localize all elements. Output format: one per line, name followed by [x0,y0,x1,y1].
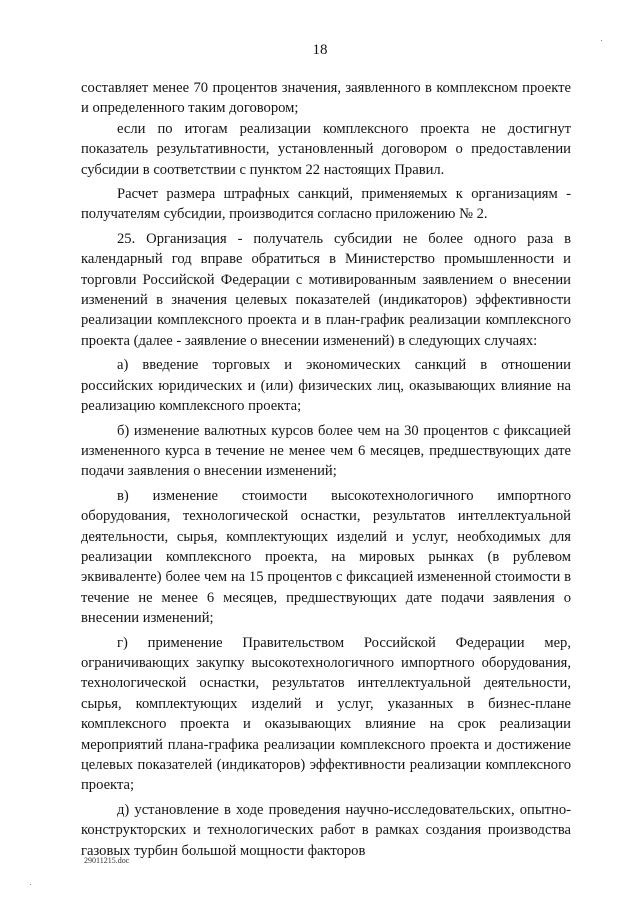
paragraph-penalty-calculation: Расчет размера штрафных санкций, применяемых к организациям - получателям субсидии, производится согласно приложению № 2. [81,186,571,223]
paragraph-continuation: составляет менее 70 процентов значения, заявленного в комплексном проекте и определенного таким договором; [81,80,571,117]
paragraph-item-g: г) применение Правительством Российской Федерации мер, ограничивающих закупку высокотехнологичного импортного оборудования, технологической оснастки, результатов интеллектуальной деятельности, сырья, комплектующих изделий и услуг, указанных в бизнес-плане комплексного проекта и оказывающих влияние на срок реализации мероприятий плана-графика реализации комплексного проекта и достижение целевых показателей (индикаторов) эффективности реализации комплексного проекта; [81,634,571,794]
paragraph-item-d: д) установление в ходе проведения научно-исследовательских, опытно-конструкторских и технологических работ в рамках создания производства газовых турбин большой мощности факторов [81,801,571,859]
scan-speck [601,40,602,41]
scan-speck [30,884,31,885]
footer-filename: 29011215.doc [84,856,130,865]
paragraph-item-b: б) изменение валютных курсов более чем на 30 процентов с фиксацией измененного курса в течение не менее чем 6 месяцев, предшествующих дате подачи заявления о внесении изменений; [81,422,571,480]
paragraph-item-v: в) изменение стоимости высокотехнологичного импортного оборудования, технологической оснастки, результатов интеллектуальной деятельности, сырья, комплектующих изделий и услуг, необходимых для реализации комплексного проекта, на мировых рынках (в рублевом эквиваленте) более чем на 15 процентов с фиксацией измененной стоимости в течение не менее 6 месяцев, предшествующих дате подачи заявления о внесении изменений; [81,487,571,627]
paragraph-condition: если по итогам реализации комплексного проекта не достигнут показатель результативности, установленный договором о предоставлении субсидии в соответствии с пунктом 22 настоящих Правил. [81,120,571,178]
page-number: 18 [312,42,328,58]
document-body [81,78,571,861]
paragraph-clause-25: 25. Организация - получатель субсидии не более одного раза в календарный год вправе обратиться в Министерство промышленности и торговли Российской Федерации с мотивированным заявлением о внесении изменений в значения целевых показателей (индикаторов) эффективности реализации комплексного проекта и в план-график реализации комплексного проекта (далее - заявление о внесении изменений) в следующих случаях: [81,230,571,349]
paragraph-item-a: а) введение торговых и экономических санкций в отношении российских юридических и (или) физических лиц, оказывающих влияние на реализацию комплексного проекта; [81,357,571,415]
